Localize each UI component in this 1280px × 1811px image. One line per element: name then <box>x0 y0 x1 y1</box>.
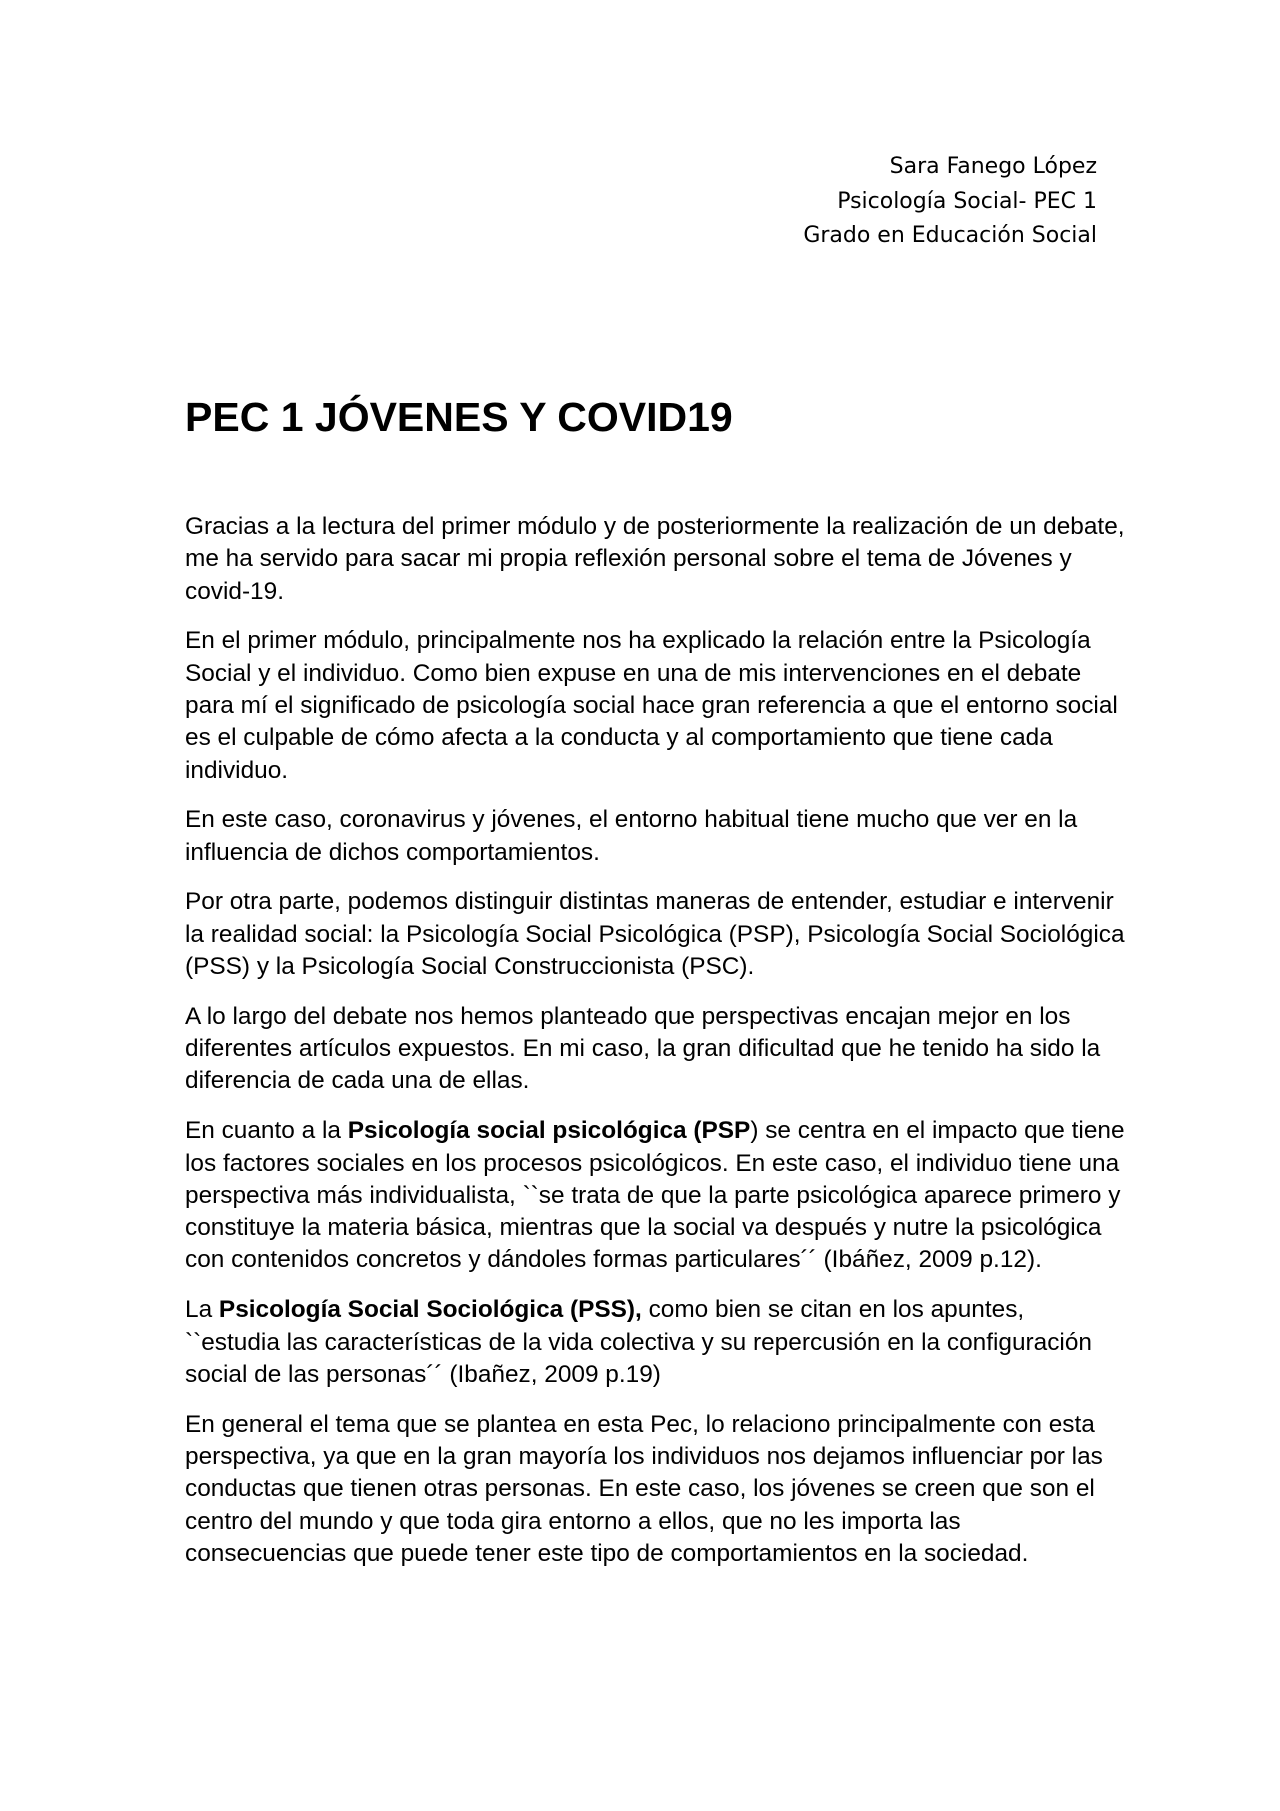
paragraph-7-rest: como bien se citan en los apuntes, ``estudia las características de la vida colectiva y su repercusión en la configuración social de las personas´´ (Ibañez, 2009 p.19) <box>185 1296 1092 1388</box>
degree-name: Grado en Educación Social <box>803 223 1097 248</box>
paragraph-6-rest: ) se centra en el impacto que tiene los factores sociales en los procesos psicológicos. En este caso, el individuo tiene una perspectiva más individualista, ``se trata de que la parte psicológica aparece primero y constituye la materia básica, mientras que la social va después y nutre la psicológica con contenidos concretos y dándoles formas particulares´´ (Ibáñez, 2009 p.12). <box>185 1117 1125 1274</box>
paragraph-3: En este caso, coronavirus y jóvenes, el entorno habitual tiene mucho que ver en la influencia de dichos comportamientos. <box>185 806 1078 866</box>
paragraph-6-lead: En cuanto a la <box>185 1117 348 1145</box>
header-block <box>803 150 1097 254</box>
paragraph-1: Gracias a la lectura del primer módulo y de posteriormente la realización de un debate, me ha servido para sacar mi propia reflexión personal sobre el tema de Jóvenes y covid-19. <box>185 513 1125 605</box>
document-title: PEC 1 JÓVENES Y COVID19 <box>185 394 733 440</box>
paragraph-2: En el primer módulo, principalmente nos ha explicado la relación entre la Psicología Social y el individuo. Como bien expuse en una de mis intervenciones en el debate para mí el significado de psicología social hace gran referencia a que el entorno social es el culpable de cómo afecta a la conducta y al comportamiento que tiene cada individuo. <box>185 627 1118 784</box>
document-body <box>185 511 1125 1588</box>
paragraph-4: Por otra parte, podemos distinguir distintas maneras de entender, estudiar e intervenir la realidad social: la Psicología Social Psicológica (PSP), Psicología Social Sociológica (PSS) y la Psicología Social Construccionista (PSC). <box>185 888 1125 981</box>
paragraph-5: A lo largo del debate nos hemos planteado que perspectivas encajan mejor en los diferentes artículos expuestos. En mi caso, la gran dificultad que he tenido ha sido la diferencia de cada una de ellas. <box>185 1002 1101 1095</box>
paragraph-7-lead: La <box>185 1296 219 1324</box>
author-name: Sara Fanego López <box>889 154 1097 179</box>
term-psp: Psicología social psicológica (PSP <box>347 1117 751 1145</box>
paragraph-6 <box>185 1115 1125 1276</box>
paragraph-7 <box>185 1294 1125 1391</box>
course-name: Psicología Social- PEC 1 <box>837 188 1097 214</box>
term-pss: Psicología Social Sociológica (PSS), <box>218 1296 642 1324</box>
paragraph-8: En general el tema que se plantea en esta Pec, lo relaciono principalmente con esta perspectiva, ya que en la gran mayoría los individuos nos dejamos influenciar por las conductas que tienen otras personas. En este caso, los jóvenes se creen que son el centro del mundo y que toda gira entorno a ellos, que no les importa las consecuencias que puede tener este tipo de comportamientos en la sociedad. <box>185 1410 1103 1567</box>
